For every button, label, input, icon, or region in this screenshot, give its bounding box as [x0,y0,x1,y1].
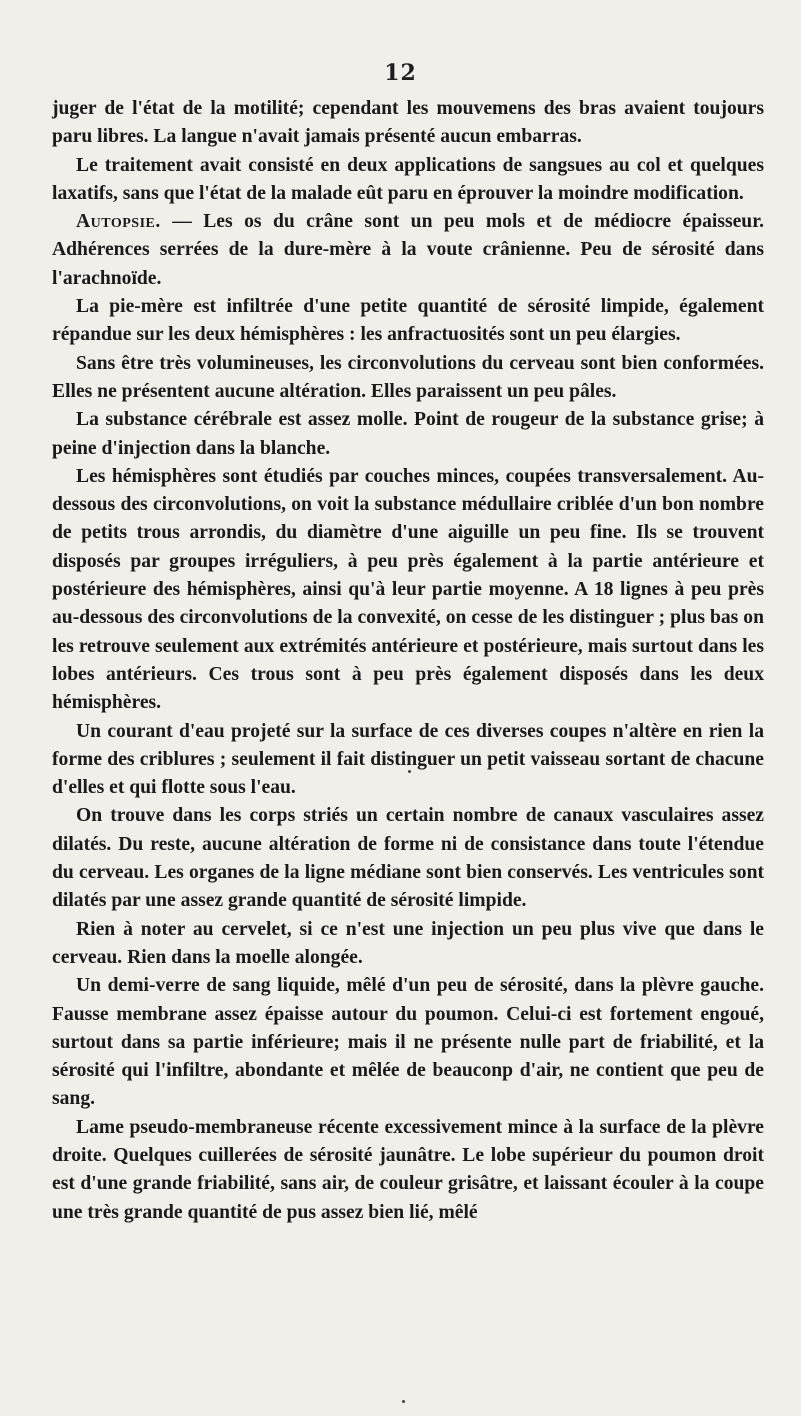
paragraph: La substance cérébrale est assez molle. Point de rougeur de la substance grise; à peine d'injection dans la blanche. [52,409,764,459]
autopsy-text: — Les os du crâne sont un peu mols et de médiocre épaisseur. Adhérences serrées de la dure-mère à la voute crânienne. Peu de sérosité dans l'arachnoïde. [52,211,764,289]
paragraph: Un courant d'eau projeté sur la surface de ces diverses coupes n'altère en rien la forme des criblures ; seulement il fait distinguer un petit vaisseau sortant de chacune d'elles et qui flotte sous l'eau. [52,720,764,799]
paragraph: Lame pseudo-membraneuse récente excessivement mince à la surface de la plèvre droite. Quelques cuillerées de sérosité jaunâtre. Le lobe supérieur du poumon droit est d'une grande friabilité, sans air, de couleur grisâtre, et laissant écouler à la coupe une très grande quantité de pus assez bien lié, mêlé [52,1116,764,1223]
paragraph: Rien à noter au cervelet, si ce n'est une injection un peu plus vive que dans le cerveau. Rien dans la moelle alongée. [52,918,764,968]
paragraph: Sans être très volumineuses, les circonvolutions du cerveau sont bien conformées. Elles ne présentent aucune altération. Elles paraissent un peu pâles. [52,352,764,402]
paragraph: Les hémisphères sont étudiés par couches minces, coupées transversalement. Au-dessous des circonvolutions, on voit la substance médullaire criblée d'un bon nombre de petits trous arrondis, du diamètre d'une aiguille un peu fine. Ils se trouvent disposés par groupes irréguliers, à peu près également à la partie antérieure et postérieure des hémisphères, ainsi qu'à leur partie moyenne. A 18 lignes à peu près au-dessous des circonvolutions de la convexité, on cesse de les distinguer ; plus bas on les retrouve seulement aux extrémités antérieure et postérieure, mais surtout dans les lobes antérieurs. Ces trous sont à peu près également disposés dans les deux hémisphères. [52,465,764,714]
ink-speck [402,1400,405,1403]
autopsy-heading: Autopsie. [76,211,161,233]
ink-speck [408,770,411,773]
paragraph: Le traitement avait consisté en deux applications de sangsues au col et quelques laxatifs, sans que l'état de la malade eût paru en éprouver la moindre modification. [52,154,764,204]
autopsy-paragraph [52,208,764,293]
page-text [52,95,764,1227]
paragraph: La pie-mère est infiltrée d'une petite quantité de sérosité limpide, également répandue sur les deux hémisphères : les anfractuosités sont un peu élargies. [52,296,764,346]
paragraph: Un demi-verre de sang liquide, mêlé d'un peu de sérosité, dans la plèvre gauche. Fausse membrane assez épaisse autour du poumon. Celui-ci est fortement engoué, surtout dans sa partie inférieure; mais il ne présente nulle part de friabilité, et la sérosité qui l'infiltre, abondante et mêlée de beauconp d'air, ne contient que peu de sang. [52,975,764,1110]
page-number: 12 [384,60,417,86]
paragraph: juger de l'état de la motilité; cependant les mouvemens des bras avaient toujours paru libres. La langue n'avait jamais présenté aucun embarras. [52,98,764,148]
paragraph: On trouve dans les corps striés un certain nombre de canaux vasculaires assez dilatés. Du reste, aucune altération de forme ni de consistance dans toute l'étendue du cerveau. Les organes de la ligne médiane sont bien conservés. Les ventricules sont dilatés par une assez grande quantité de sérosité limpide. [52,805,764,912]
